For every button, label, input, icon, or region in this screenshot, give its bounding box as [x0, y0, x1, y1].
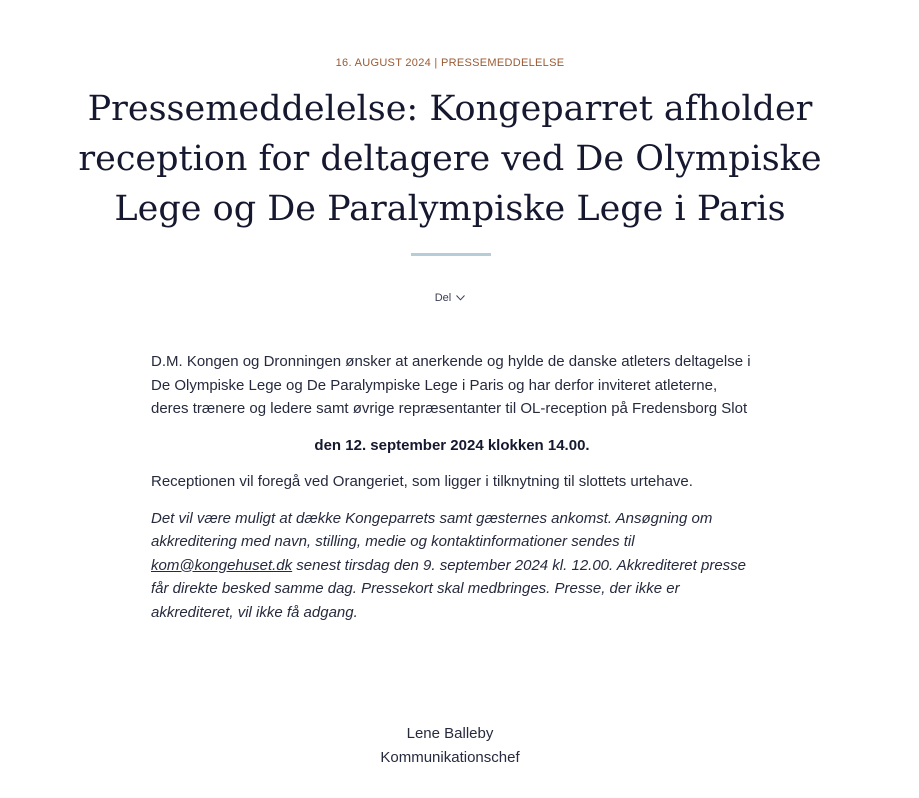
- category-label: PRESSEMEDDELELSE: [440, 57, 565, 69]
- share-button[interactable]: [435, 292, 466, 304]
- meta-separator: |: [434, 57, 438, 69]
- article-meta: [0, 57, 900, 69]
- email-link[interactable]: kom@kongehuset.dk: [151, 556, 293, 574]
- publish-date: 16. AUGUST 2024: [335, 57, 432, 69]
- intro-paragraph: D.M. Kongen og Dronningen ønsker at anerkende og hylde de danske atleters deltagelse i De Olympiske Lege og De Paralympiske Lege i Paris og har derfor inviteret atleterne, deres trænere og ledere samt øvrige repræsentanter til OL-reception på Fredensborg Slot: [151, 353, 751, 417]
- share-section: [0, 292, 900, 304]
- event-date: den 12. september 2024 klokken 14.00.: [314, 436, 590, 454]
- share-label: Del: [434, 292, 452, 304]
- signature-role: Kommunikationschef: [380, 748, 520, 766]
- press-paragraph: [151, 507, 753, 625]
- signature: [0, 722, 900, 769]
- signature-name: Lene Balleby: [406, 725, 494, 742]
- chevron-down-icon: [456, 295, 465, 301]
- article-body: [151, 350, 753, 637]
- press-text-after: senest tirsdag den 9. september 2024 kl. 12.00. Akkrediteret presse får direkte besked samme dag. Pressekort skal medbringes. Presse, der ikke er akkrediteret, vil ikke få adgang.: [151, 556, 747, 621]
- page-title: Pressemeddelelse: Kongeparret afholder reception for deltagere ved De Olympiske Lege og De Paralympiske Lege i Paris: [78, 89, 822, 229]
- title-divider: [411, 253, 491, 256]
- location-paragraph: Receptionen vil foregå ved Orangeriet, som ligger i tilknytning til slottets urtehave.: [151, 473, 693, 490]
- press-text-before: Det vil være muligt at dække Kongeparrets samt gæsternes ankomst. Ansøgning om akkreditering med navn, stilling, medie og kontaktinformationer sendes til: [151, 509, 713, 550]
